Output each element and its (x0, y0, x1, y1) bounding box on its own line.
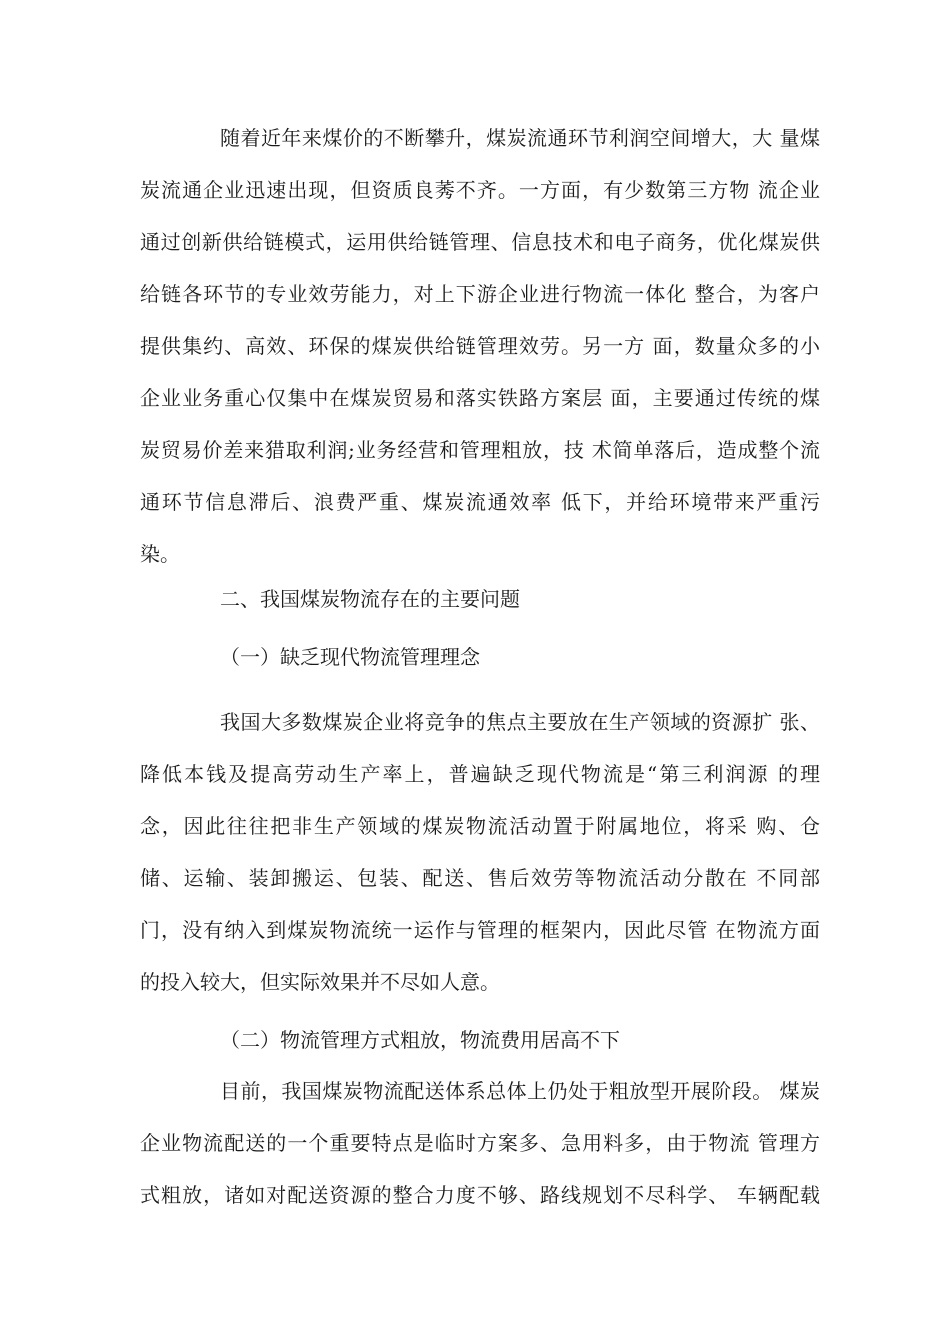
paragraph-line: 通环节信息滞后、浪费严重、煤炭流通效率 低下，并给环境带来严重污 (140, 490, 820, 514)
paragraph-line: 门，没有纳入到煤炭物流统一运作与管理的框架内，因此尽管 在物流方面 (140, 918, 820, 942)
paragraph-line: 降低本钱及提高劳动生产率上，普遍缺乏现代物流是“第三利润源 的理 (140, 762, 820, 786)
paragraph-logistics-concept (140, 696, 820, 1008)
paragraph-line: 随着近年来煤价的不断攀升，煤炭流通环节利润空间增大，大 量煤 (220, 126, 820, 150)
paragraph-logistics-management (140, 1065, 820, 1221)
paragraph-line: 给链各环节的专业效劳能力，对上下游企业进行物流一体化 整合，为客户 (140, 282, 820, 306)
paragraph-line: 念，因此往往把非生产领域的煤炭物流活动置于附属地位，将采 购、仓 (140, 814, 820, 838)
paragraph-line: 目前，我国煤炭物流配送体系总体上仍处于粗放型开展阶段。 煤炭 (220, 1079, 820, 1103)
paragraph-line: 通过创新供给链模式，运用供给链管理、信息技术和电子商务，优化煤炭供 (140, 230, 820, 254)
paragraph-line: 炭贸易价差来猎取利润;业务经营和管理粗放，技 术简单落后，造成整个流 (140, 438, 820, 462)
subsection-heading-2: （二）物流管理方式粗放，物流费用居高不下 (220, 1028, 620, 1052)
paragraph-coal-circulation (140, 112, 820, 580)
paragraph-line: 染。 (140, 542, 180, 566)
paragraph-line: 储、运输、装卸搬运、包装、配送、售后效劳等物流活动分散在 不同部 (140, 866, 820, 890)
section-heading: 二、我国煤炭物流存在的主要问题 (220, 587, 520, 611)
paragraph-line: 的投入较大，但实际效果并不尽如人意。 (140, 970, 500, 994)
subsection-heading-1: （一）缺乏现代物流管理理念 (220, 645, 480, 669)
paragraph-line: 提供集约、高效、环保的煤炭供给链管理效劳。另一方 面，数量众多的小 (140, 334, 820, 358)
paragraph-line: 企业物流配送的一个重要特点是临时方案多、急用料多，由于物流 管理方 (140, 1131, 820, 1155)
paragraph-line: 式粗放，诸如对配送资源的整合力度不够、路线规划不尽科学、 车辆配载 (140, 1183, 820, 1207)
paragraph-line: 炭流通企业迅速出现，但资质良莠不齐。一方面，有少数第三方物 流企业 (140, 178, 820, 202)
paragraph-line: 企业业务重心仅集中在煤炭贸易和落实铁路方案层 面，主要通过传统的煤 (140, 386, 820, 410)
paragraph-line: 我国大多数煤炭企业将竞争的焦点主要放在生产领域的资源扩 张、 (220, 710, 820, 734)
